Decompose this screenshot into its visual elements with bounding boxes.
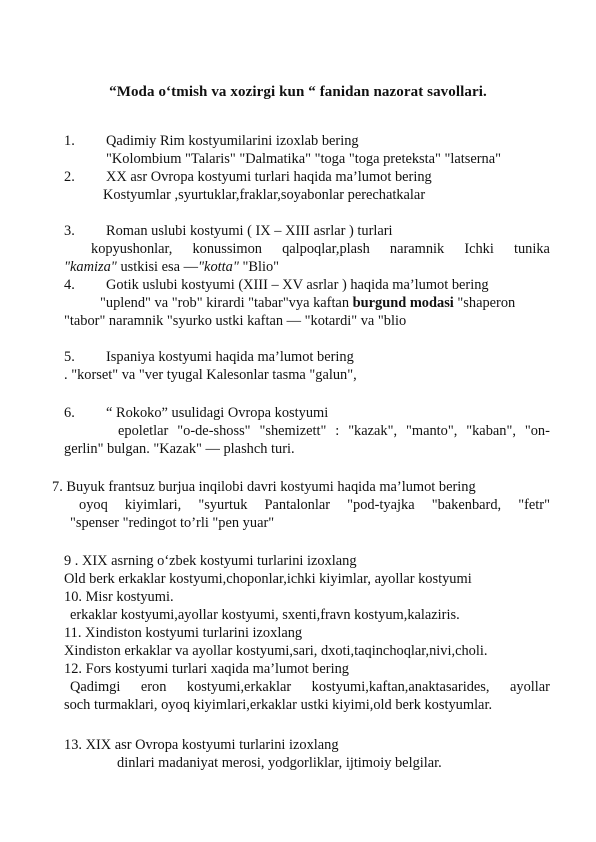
question-12: 12. Fors kostyumi turlari xaqida ma’lumot bering <box>64 661 349 677</box>
answer-italic: "kotta" <box>198 259 239 275</box>
answer-word: qalpoqlar,plash <box>282 241 370 257</box>
answer-italic: "kamiza" <box>64 259 117 275</box>
answer-word: "fetr" <box>518 497 550 513</box>
question-text: Ispaniya kostyumi haqida ma’lumot bering <box>106 349 354 365</box>
answer-word: "shemizett" <box>259 423 327 439</box>
question-text: “ Rokoko” usulidagi Ovropa kostyumi <box>106 405 329 421</box>
answer-word: kostyumi,kaftan,anaktasarides, <box>311 679 490 695</box>
question-number: 2. <box>64 169 75 185</box>
answer-6-line-2: gerlin" bulgan. "Kazak" — plashch turi. <box>64 441 295 457</box>
question-3 <box>64 222 393 240</box>
answer-13: dinlari madaniyat merosi, yodgorliklar, ijtimoiy belgilar. <box>117 755 442 771</box>
answer-2: Kostyumlar ,syurtuklar,fraklar,soyabonlar perechatkalar <box>103 187 426 203</box>
answer-10: erkaklar kostyumi,ayollar kostyumi, sxenti,fravn kostyum,kalaziris. <box>70 607 460 623</box>
answer-word: "kazak", <box>348 423 398 439</box>
answer-word: tunika <box>513 241 550 257</box>
answer-9: Old berk erkaklar kostyumi,choponlar,ichki kiyimlar, ayollar kostyumi <box>64 571 472 587</box>
question-text: XX asr Ovropa kostyumi turlari haqida ma’lumot bering <box>106 169 432 185</box>
answer-word: kiyimlari, <box>124 497 182 513</box>
question-number: 5. <box>64 349 75 365</box>
question-5 <box>64 348 354 366</box>
question-7: 7. Buyuk frantsuz burjua inqilobi davri kostyumi haqida ma’lumot bering <box>52 479 476 495</box>
answer-word: Qadimgi <box>70 679 121 695</box>
answer-4-line-1 <box>100 294 515 312</box>
question-number: 4. <box>64 277 75 293</box>
answer-word: Ichki <box>464 241 494 257</box>
answer-word: "bakenbard, <box>431 497 502 513</box>
answer-11: Xindiston erkaklar va ayollar kostyumi,sari, dxoti,taqinchoqlar,nivi,choli. <box>64 643 488 659</box>
answer-word: "manto", <box>406 423 458 439</box>
answer-word: eron <box>140 679 167 695</box>
question-number: 1. <box>64 133 75 149</box>
question-text: Roman uslubi kostyumi ( IX – XIII asrlar ) turlari <box>106 223 393 239</box>
answer-word: "o-de-shoss" <box>177 423 251 439</box>
question-1 <box>64 132 359 150</box>
answer-word: konussimon <box>192 241 263 257</box>
answer-text: "shaperon <box>453 295 516 311</box>
question-2 <box>64 168 432 186</box>
question-text: Gotik uslubi kostyumi (XIII – XV asrlar ) haqida ma’lumot bering <box>106 277 489 293</box>
answer-word: "on- <box>524 423 550 439</box>
answer-word: kostyumi,erkaklar <box>186 679 292 695</box>
question-number: 6. <box>64 405 75 421</box>
question-number: 3. <box>64 223 75 239</box>
answer-3-line-2 <box>64 258 279 276</box>
answer-word: "pod-tyajka <box>347 497 415 513</box>
answer-word: Pantalonlar <box>264 497 331 513</box>
answer-word: naramnik <box>389 241 445 257</box>
answer-word: epoletlar <box>118 423 169 439</box>
answer-word: kopyushonlar, <box>91 241 173 257</box>
answer-12-line-2: soch turmaklari, oyoq kiyimlari,erkaklar ustki kiyimi,old berk kostyumlar. <box>64 697 493 713</box>
answer-5: . "korset" va "ver tyugal Kalesonlar tasma "galun", <box>64 367 357 383</box>
page-title: “Moda o‘tmish va xozirgi kun “ fanidan nazorat savollari. <box>109 84 487 100</box>
question-10: 10. Misr kostyumi. <box>64 589 174 605</box>
answer-6-line-1 <box>118 422 550 440</box>
answer-7-line-2: "spenser "redingot to’rli "pen yuar" <box>70 515 275 531</box>
answer-word: "kaban", <box>466 423 516 439</box>
question-4 <box>64 276 489 294</box>
answer-word: ayollar <box>509 679 550 695</box>
answer-3-line-1 <box>91 240 550 258</box>
question-text: Qadimiy Rim kostyumilarini izoxlab bering <box>106 133 359 149</box>
answer-word: oyoq <box>79 497 108 513</box>
answer-7-line-1 <box>79 496 550 514</box>
answer-1: "Kolombium "Talaris" "Dalmatika" "toga "toga preteksta" "latserna" <box>106 151 502 167</box>
question-13: 13. XIX asr Ovropa kostyumi turlarini izoxlang <box>64 737 339 753</box>
answer-bold: burgund modasi <box>352 295 454 311</box>
answer-text: "Blio" <box>238 259 280 275</box>
answer-text: "uplend" va "rob" kirardi "tabar"vya kaftan <box>100 295 353 311</box>
question-11: 11. Xindiston kostyumi turlarini izoxlang <box>64 625 303 641</box>
answer-word: : <box>335 423 340 439</box>
answer-4-line-2: "tabor" naramnik "syurko ustki kaftan — "kotardi" va "blio <box>64 313 407 329</box>
answer-12-line-1 <box>70 678 550 696</box>
question-6 <box>64 404 328 422</box>
answer-text: ustkisi esa — <box>116 259 199 275</box>
question-9: 9 . XIX asrning o‘zbek kostyumi turlarini izoxlang <box>64 553 357 569</box>
answer-word: "syurtuk <box>198 497 248 513</box>
